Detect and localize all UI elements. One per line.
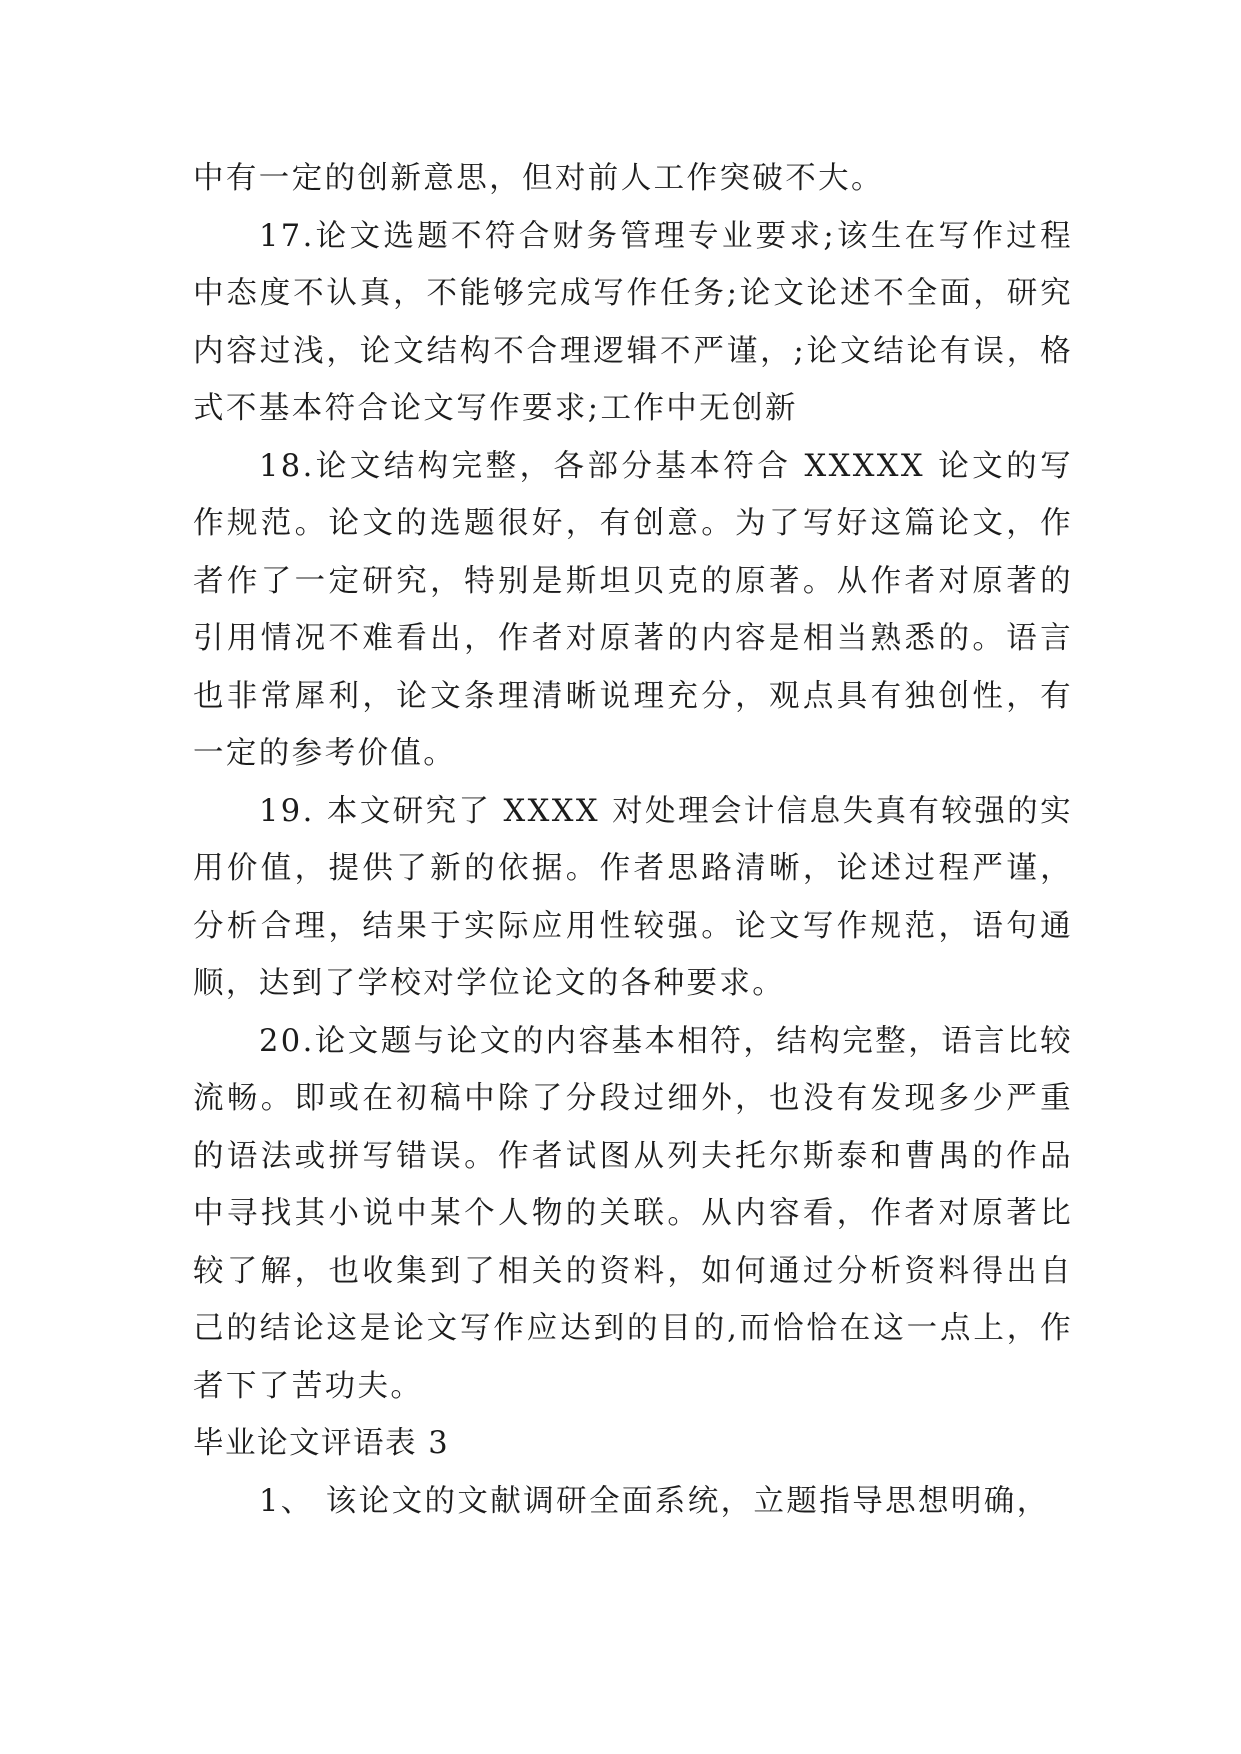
comment-1-paragraph: 1、 该论文的文献调研全面系统，立题指导思想明确， [259,1483,1050,1519]
section-heading: 毕业论文评语表 3 [193,1426,450,1461]
comment-17-paragraph: 17.论文选题不符合财务管理专业要求;该生在写作过程中态度不认真，不能够完成写作任务;论文论述不全面，研究内容过浅，论文结构不合理逻辑不严谨，;论文结论有误，格式不基本符合论文写作要求;工作中无创新 [193,218,1073,426]
document-page [193,150,1073,1530]
paragraph-continuation: 中有一定的创新意思，但对前人工作突破不大。 [193,161,884,196]
comment-18-paragraph: 18.论文结构完整，各部分基本符合 XXXXX 论文的写作规范。论文的选题很好，有创意。为了写好这篇论文，作者作了一定研究，特别是斯坦贝克的原著。从作者对原著的引用情况不难看出，作者对原著的内容是相当熟悉的。语言也非常犀利，论文条理清晰说理充分，观点具有独创性，有一定的参考价值。 [193,448,1073,771]
comment-20-paragraph: 20.论文题与论文的内容基本相符，结构完整，语言比较流畅。即或在初稿中除了分段过细外，也没有发现多少严重的语法或拼写错误。作者试图从列夫托尔斯泰和曹禺的作品中寻找其小说中某个人物的关联。从内容看，作者对原著比较了解，也收集到了相关的资料，如何通过分析资料得出自己的结论这是论文写作应达到的目的,而恰恰在这一点上，作者下了苦功夫。 [193,1023,1073,1404]
comment-19-paragraph: 19. 本文研究了 XXXX 对处理会计信息失真有较强的实用价值，提供了新的依据。作者思路清晰，论述过程严谨，分析合理，结果于实际应用性较强。论文写作规范，语句通顺，达到了学校对学位论文的各种要求。 [193,793,1073,1001]
